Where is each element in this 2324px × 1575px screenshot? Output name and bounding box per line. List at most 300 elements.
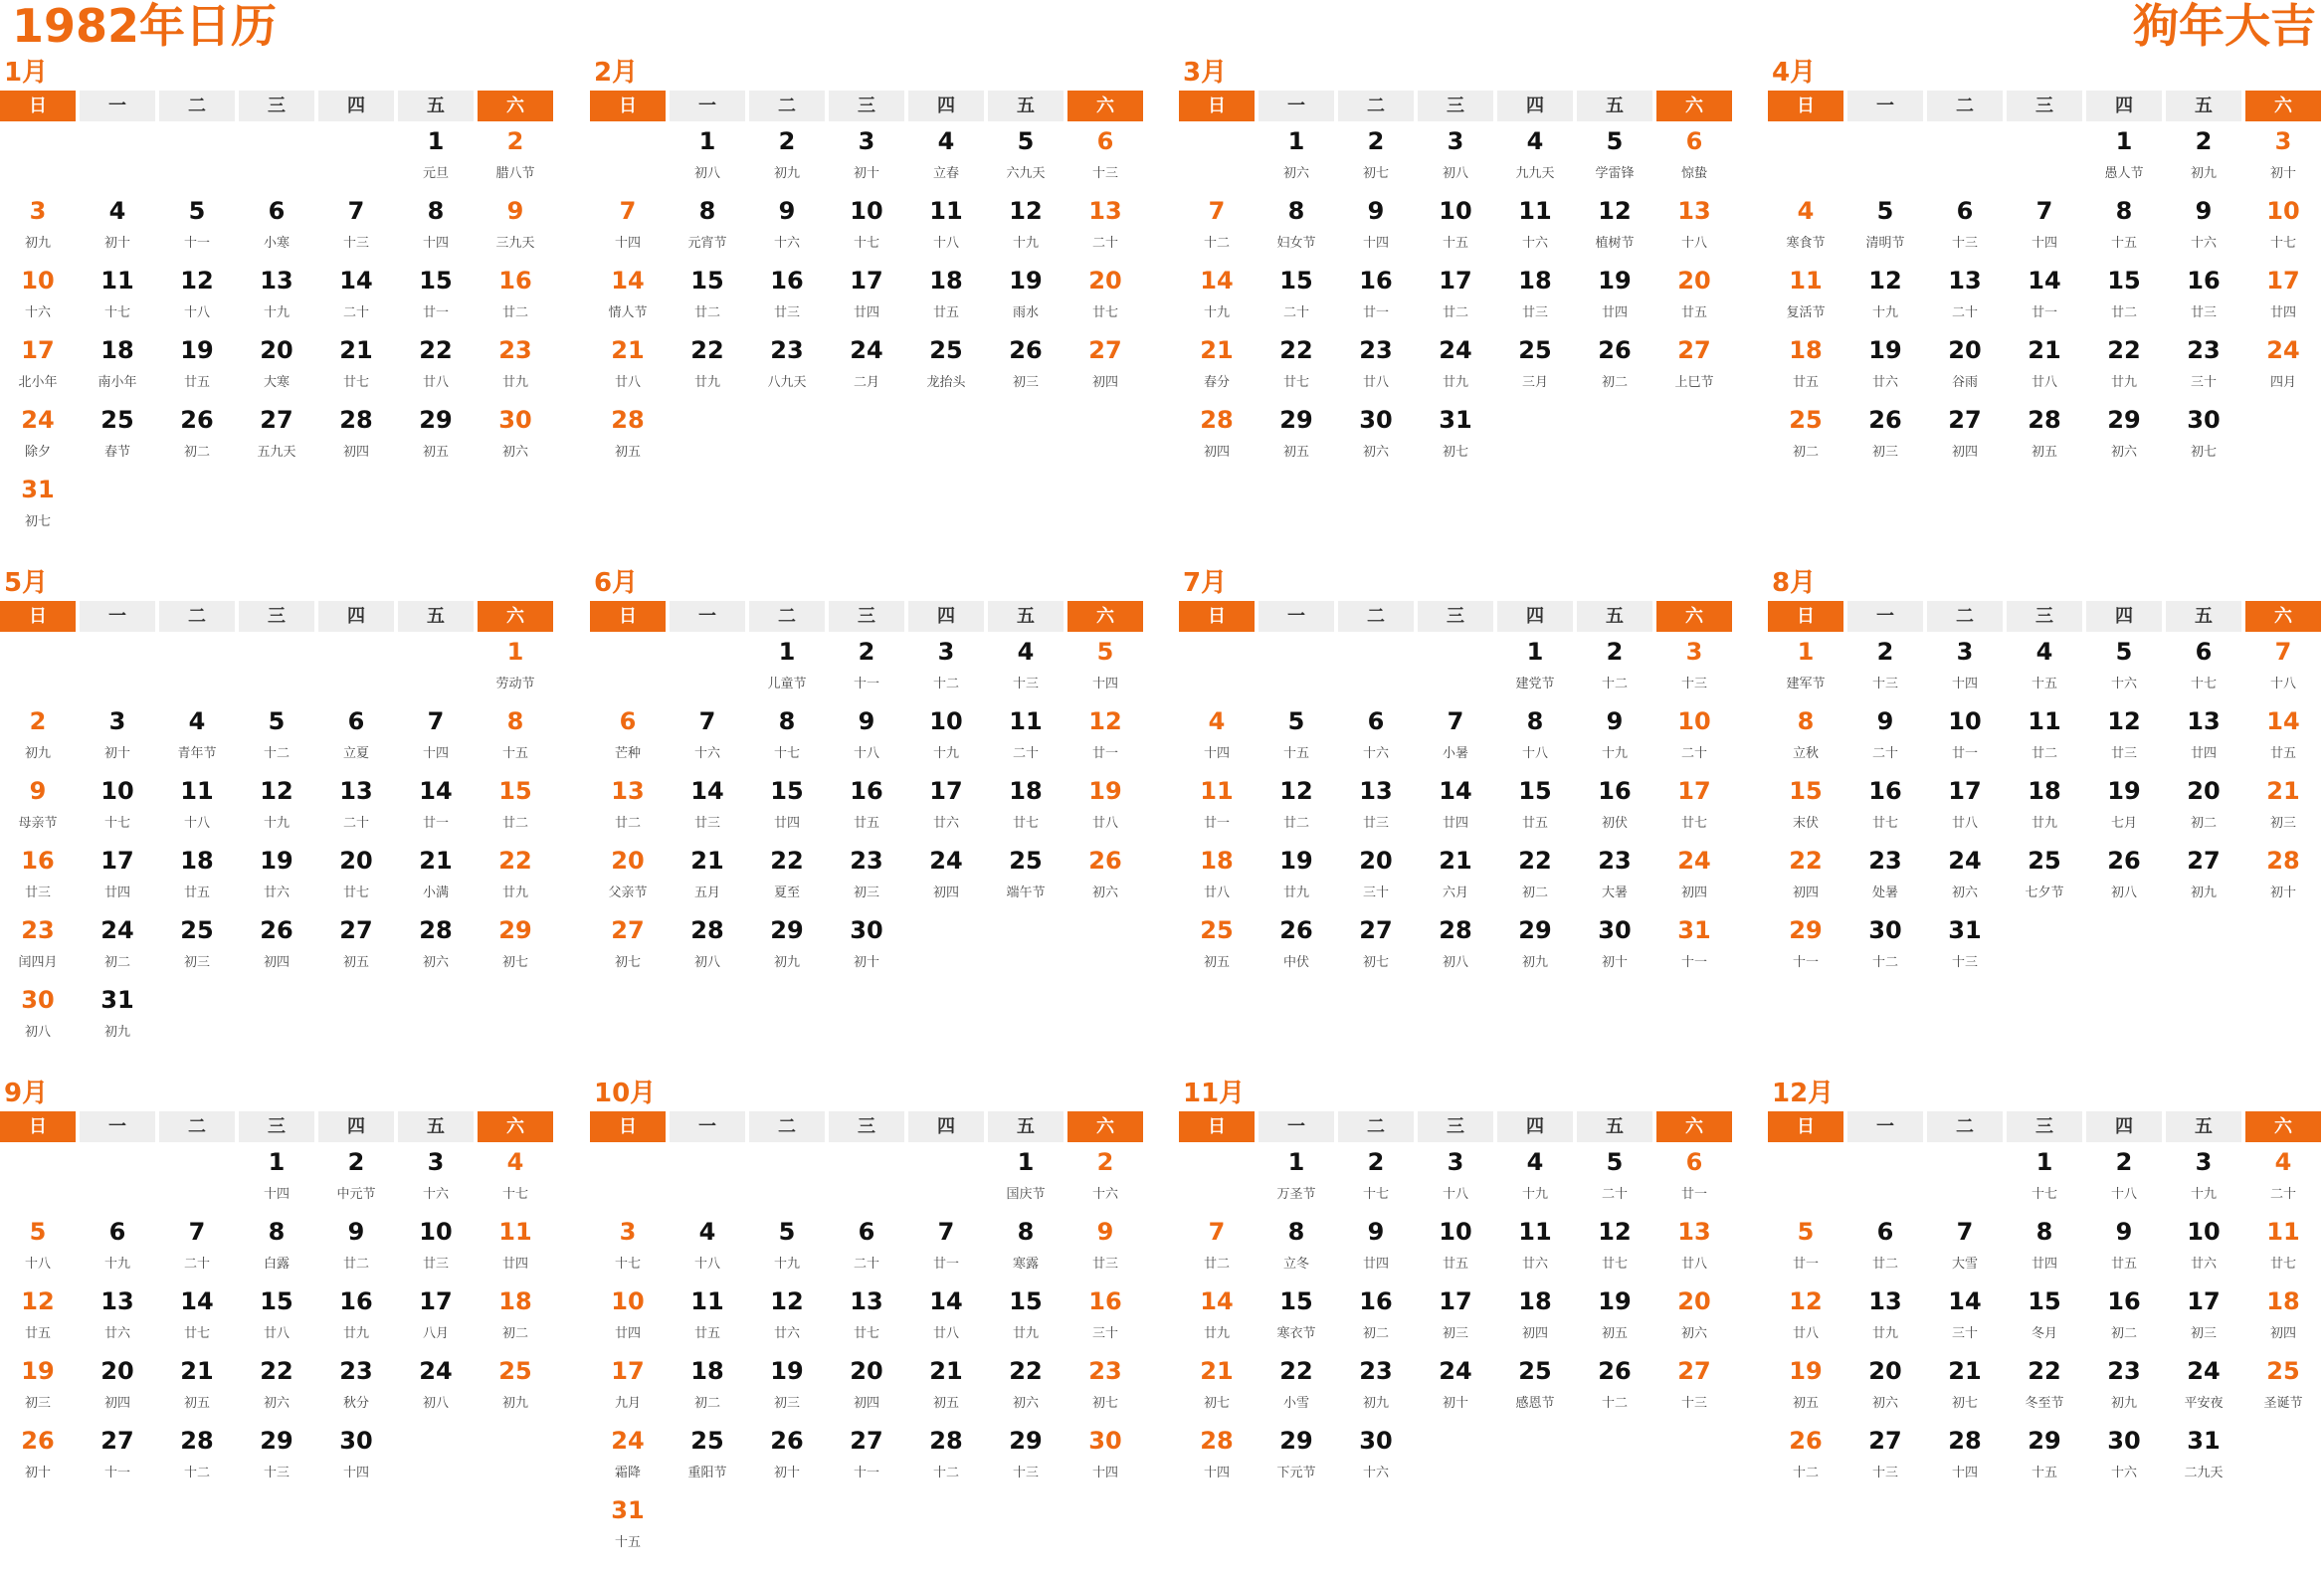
day-cell[interactable] <box>318 846 398 915</box>
day-cell[interactable] <box>1927 335 2007 405</box>
day-cell[interactable] <box>2007 706 2086 776</box>
day-cell[interactable] <box>239 706 318 776</box>
day-cell[interactable] <box>1338 776 1418 846</box>
day-cell[interactable] <box>749 1356 829 1426</box>
day-cell[interactable] <box>2166 266 2245 335</box>
day-cell[interactable] <box>1927 1426 2007 1495</box>
day-cell[interactable] <box>2166 1426 2245 1495</box>
day-cell[interactable] <box>829 1356 908 1426</box>
day-cell[interactable] <box>670 126 749 196</box>
day-cell[interactable] <box>1847 335 1927 405</box>
day-cell[interactable] <box>1656 1147 1736 1217</box>
day-cell[interactable] <box>2086 405 2166 475</box>
day-cell[interactable] <box>1259 1217 1338 1286</box>
day-cell[interactable] <box>0 475 80 544</box>
day-cell[interactable] <box>2245 1147 2324 1217</box>
day-cell[interactable] <box>1927 846 2007 915</box>
day-cell[interactable] <box>398 1356 478 1426</box>
day-cell[interactable] <box>1577 1217 1656 1286</box>
day-cell[interactable] <box>1768 637 1847 706</box>
day-cell[interactable] <box>1927 637 2007 706</box>
day-cell[interactable] <box>908 335 988 405</box>
day-cell[interactable] <box>239 266 318 335</box>
day-cell[interactable] <box>1497 126 1577 196</box>
day-cell[interactable] <box>1497 1286 1577 1356</box>
day-cell[interactable] <box>1338 1286 1418 1356</box>
day-cell[interactable] <box>1656 915 1736 985</box>
day-cell[interactable] <box>1927 405 2007 475</box>
day-cell[interactable] <box>1067 1356 1147 1426</box>
day-cell[interactable] <box>908 706 988 776</box>
day-cell[interactable] <box>1259 846 1338 915</box>
day-cell[interactable] <box>1768 915 1847 985</box>
day-cell[interactable] <box>478 1217 557 1286</box>
day-cell[interactable] <box>829 1426 908 1495</box>
day-cell[interactable] <box>478 637 557 706</box>
day-cell[interactable] <box>2007 1217 2086 1286</box>
day-cell[interactable] <box>318 776 398 846</box>
day-cell[interactable] <box>80 266 159 335</box>
day-cell[interactable] <box>670 266 749 335</box>
day-cell[interactable] <box>398 846 478 915</box>
day-cell[interactable] <box>590 846 670 915</box>
day-cell[interactable] <box>1927 1356 2007 1426</box>
day-cell[interactable] <box>1577 1147 1656 1217</box>
day-cell[interactable] <box>1338 706 1418 776</box>
day-cell[interactable] <box>749 776 829 846</box>
day-cell[interactable] <box>2007 846 2086 915</box>
day-cell[interactable] <box>1067 266 1147 335</box>
day-cell[interactable] <box>398 1147 478 1217</box>
day-cell[interactable] <box>1847 1426 1927 1495</box>
day-cell[interactable] <box>239 1426 318 1495</box>
day-cell[interactable] <box>829 1217 908 1286</box>
day-cell[interactable] <box>590 1356 670 1426</box>
day-cell[interactable] <box>988 1356 1067 1426</box>
day-cell[interactable] <box>1497 335 1577 405</box>
day-cell[interactable] <box>2007 1356 2086 1426</box>
day-cell[interactable] <box>1847 1286 1927 1356</box>
day-cell[interactable] <box>1179 335 1259 405</box>
day-cell[interactable] <box>988 266 1067 335</box>
day-cell[interactable] <box>80 1217 159 1286</box>
day-cell[interactable] <box>988 126 1067 196</box>
day-cell[interactable] <box>2086 846 2166 915</box>
day-cell[interactable] <box>1418 776 1497 846</box>
day-cell[interactable] <box>239 405 318 475</box>
day-cell[interactable] <box>398 1217 478 1286</box>
day-cell[interactable] <box>670 776 749 846</box>
day-cell[interactable] <box>1179 266 1259 335</box>
day-cell[interactable] <box>2245 266 2324 335</box>
day-cell[interactable] <box>1338 915 1418 985</box>
day-cell[interactable] <box>2007 1286 2086 1356</box>
day-cell[interactable] <box>590 405 670 475</box>
day-cell[interactable] <box>1338 1147 1418 1217</box>
day-cell[interactable] <box>80 1286 159 1356</box>
day-cell[interactable] <box>829 266 908 335</box>
day-cell[interactable] <box>670 846 749 915</box>
day-cell[interactable] <box>829 637 908 706</box>
day-cell[interactable] <box>1656 126 1736 196</box>
day-cell[interactable] <box>1067 1147 1147 1217</box>
day-cell[interactable] <box>1847 706 1927 776</box>
day-cell[interactable] <box>1067 637 1147 706</box>
day-cell[interactable] <box>1338 1217 1418 1286</box>
day-cell[interactable] <box>749 1426 829 1495</box>
day-cell[interactable] <box>1067 1426 1147 1495</box>
day-cell[interactable] <box>590 196 670 266</box>
day-cell[interactable] <box>1577 846 1656 915</box>
day-cell[interactable] <box>80 706 159 776</box>
day-cell[interactable] <box>1179 846 1259 915</box>
day-cell[interactable] <box>1497 266 1577 335</box>
day-cell[interactable] <box>1179 1426 1259 1495</box>
day-cell[interactable] <box>239 335 318 405</box>
day-cell[interactable] <box>749 1217 829 1286</box>
day-cell[interactable] <box>159 776 239 846</box>
day-cell[interactable] <box>2166 1356 2245 1426</box>
day-cell[interactable] <box>1418 915 1497 985</box>
day-cell[interactable] <box>2245 1286 2324 1356</box>
day-cell[interactable] <box>1847 1356 1927 1426</box>
day-cell[interactable] <box>2007 1147 2086 1217</box>
day-cell[interactable] <box>1338 1426 1418 1495</box>
day-cell[interactable] <box>0 915 80 985</box>
day-cell[interactable] <box>1259 1147 1338 1217</box>
day-cell[interactable] <box>908 126 988 196</box>
day-cell[interactable] <box>1259 915 1338 985</box>
day-cell[interactable] <box>1768 706 1847 776</box>
day-cell[interactable] <box>2245 776 2324 846</box>
day-cell[interactable] <box>1497 637 1577 706</box>
day-cell[interactable] <box>2086 196 2166 266</box>
day-cell[interactable] <box>2166 405 2245 475</box>
day-cell[interactable] <box>1497 196 1577 266</box>
day-cell[interactable] <box>1497 846 1577 915</box>
day-cell[interactable] <box>398 1286 478 1356</box>
day-cell[interactable] <box>1768 266 1847 335</box>
day-cell[interactable] <box>1577 776 1656 846</box>
day-cell[interactable] <box>908 196 988 266</box>
day-cell[interactable] <box>749 266 829 335</box>
day-cell[interactable] <box>1418 1286 1497 1356</box>
day-cell[interactable] <box>478 266 557 335</box>
day-cell[interactable] <box>988 706 1067 776</box>
day-cell[interactable] <box>1497 706 1577 776</box>
day-cell[interactable] <box>1259 405 1338 475</box>
day-cell[interactable] <box>2166 335 2245 405</box>
day-cell[interactable] <box>318 405 398 475</box>
day-cell[interactable] <box>239 776 318 846</box>
day-cell[interactable] <box>1497 776 1577 846</box>
day-cell[interactable] <box>988 1217 1067 1286</box>
day-cell[interactable] <box>829 706 908 776</box>
day-cell[interactable] <box>590 1495 670 1565</box>
day-cell[interactable] <box>1179 776 1259 846</box>
day-cell[interactable] <box>239 846 318 915</box>
day-cell[interactable] <box>749 196 829 266</box>
day-cell[interactable] <box>1338 196 1418 266</box>
day-cell[interactable] <box>478 706 557 776</box>
day-cell[interactable] <box>1656 846 1736 915</box>
day-cell[interactable] <box>478 126 557 196</box>
day-cell[interactable] <box>1497 1217 1577 1286</box>
day-cell[interactable] <box>1067 1217 1147 1286</box>
day-cell[interactable] <box>908 1286 988 1356</box>
day-cell[interactable] <box>988 1147 1067 1217</box>
day-cell[interactable] <box>159 405 239 475</box>
day-cell[interactable] <box>2166 706 2245 776</box>
day-cell[interactable] <box>0 405 80 475</box>
day-cell[interactable] <box>239 196 318 266</box>
day-cell[interactable] <box>1067 196 1147 266</box>
day-cell[interactable] <box>318 1356 398 1426</box>
day-cell[interactable] <box>0 1356 80 1426</box>
day-cell[interactable] <box>1179 706 1259 776</box>
day-cell[interactable] <box>1768 1286 1847 1356</box>
day-cell[interactable] <box>1418 1147 1497 1217</box>
day-cell[interactable] <box>1259 335 1338 405</box>
day-cell[interactable] <box>0 1286 80 1356</box>
day-cell[interactable] <box>988 1286 1067 1356</box>
day-cell[interactable] <box>2245 706 2324 776</box>
day-cell[interactable] <box>988 846 1067 915</box>
day-cell[interactable] <box>1768 1356 1847 1426</box>
day-cell[interactable] <box>829 196 908 266</box>
day-cell[interactable] <box>908 637 988 706</box>
day-cell[interactable] <box>0 846 80 915</box>
day-cell[interactable] <box>590 776 670 846</box>
day-cell[interactable] <box>2086 706 2166 776</box>
day-cell[interactable] <box>1577 915 1656 985</box>
day-cell[interactable] <box>1418 1217 1497 1286</box>
day-cell[interactable] <box>590 1426 670 1495</box>
day-cell[interactable] <box>1577 1356 1656 1426</box>
day-cell[interactable] <box>829 1286 908 1356</box>
day-cell[interactable] <box>2007 405 2086 475</box>
day-cell[interactable] <box>1656 335 1736 405</box>
day-cell[interactable] <box>159 915 239 985</box>
day-cell[interactable] <box>988 196 1067 266</box>
day-cell[interactable] <box>398 266 478 335</box>
day-cell[interactable] <box>1179 1286 1259 1356</box>
day-cell[interactable] <box>749 846 829 915</box>
day-cell[interactable] <box>908 266 988 335</box>
day-cell[interactable] <box>478 1286 557 1356</box>
day-cell[interactable] <box>478 846 557 915</box>
day-cell[interactable] <box>80 405 159 475</box>
day-cell[interactable] <box>159 706 239 776</box>
day-cell[interactable] <box>478 1356 557 1426</box>
day-cell[interactable] <box>2166 1286 2245 1356</box>
day-cell[interactable] <box>0 1217 80 1286</box>
day-cell[interactable] <box>670 196 749 266</box>
day-cell[interactable] <box>1768 196 1847 266</box>
day-cell[interactable] <box>80 1356 159 1426</box>
day-cell[interactable] <box>1338 126 1418 196</box>
day-cell[interactable] <box>2245 637 2324 706</box>
day-cell[interactable] <box>1927 1217 2007 1286</box>
day-cell[interactable] <box>398 405 478 475</box>
day-cell[interactable] <box>590 915 670 985</box>
day-cell[interactable] <box>1497 1147 1577 1217</box>
day-cell[interactable] <box>0 776 80 846</box>
day-cell[interactable] <box>478 776 557 846</box>
day-cell[interactable] <box>1768 776 1847 846</box>
day-cell[interactable] <box>159 335 239 405</box>
day-cell[interactable] <box>829 915 908 985</box>
day-cell[interactable] <box>829 846 908 915</box>
day-cell[interactable] <box>988 1426 1067 1495</box>
day-cell[interactable] <box>2007 776 2086 846</box>
day-cell[interactable] <box>478 196 557 266</box>
day-cell[interactable] <box>1067 846 1147 915</box>
day-cell[interactable] <box>1656 266 1736 335</box>
day-cell[interactable] <box>1577 706 1656 776</box>
day-cell[interactable] <box>749 335 829 405</box>
day-cell[interactable] <box>0 335 80 405</box>
day-cell[interactable] <box>988 776 1067 846</box>
day-cell[interactable] <box>1577 266 1656 335</box>
day-cell[interactable] <box>1768 1217 1847 1286</box>
day-cell[interactable] <box>908 1217 988 1286</box>
day-cell[interactable] <box>590 1217 670 1286</box>
day-cell[interactable] <box>1179 915 1259 985</box>
day-cell[interactable] <box>2086 126 2166 196</box>
day-cell[interactable] <box>159 846 239 915</box>
day-cell[interactable] <box>0 1426 80 1495</box>
day-cell[interactable] <box>1847 776 1927 846</box>
day-cell[interactable] <box>318 915 398 985</box>
day-cell[interactable] <box>2086 335 2166 405</box>
day-cell[interactable] <box>239 1286 318 1356</box>
day-cell[interactable] <box>1067 126 1147 196</box>
day-cell[interactable] <box>0 985 80 1055</box>
day-cell[interactable] <box>1768 846 1847 915</box>
day-cell[interactable] <box>1847 846 1927 915</box>
day-cell[interactable] <box>2086 776 2166 846</box>
day-cell[interactable] <box>478 915 557 985</box>
day-cell[interactable] <box>1179 196 1259 266</box>
day-cell[interactable] <box>670 1286 749 1356</box>
day-cell[interactable] <box>1927 1286 2007 1356</box>
day-cell[interactable] <box>159 1286 239 1356</box>
day-cell[interactable] <box>1847 266 1927 335</box>
day-cell[interactable] <box>318 706 398 776</box>
day-cell[interactable] <box>908 776 988 846</box>
day-cell[interactable] <box>2245 126 2324 196</box>
day-cell[interactable] <box>1179 405 1259 475</box>
day-cell[interactable] <box>590 335 670 405</box>
day-cell[interactable] <box>1577 335 1656 405</box>
day-cell[interactable] <box>1418 266 1497 335</box>
day-cell[interactable] <box>1656 1286 1736 1356</box>
day-cell[interactable] <box>590 706 670 776</box>
day-cell[interactable] <box>318 196 398 266</box>
day-cell[interactable] <box>1497 1356 1577 1426</box>
day-cell[interactable] <box>159 1356 239 1426</box>
day-cell[interactable] <box>1259 1356 1338 1426</box>
day-cell[interactable] <box>2007 335 2086 405</box>
day-cell[interactable] <box>2086 1426 2166 1495</box>
day-cell[interactable] <box>2245 1356 2324 1426</box>
day-cell[interactable] <box>749 126 829 196</box>
day-cell[interactable] <box>2245 196 2324 266</box>
day-cell[interactable] <box>749 915 829 985</box>
day-cell[interactable] <box>1259 706 1338 776</box>
day-cell[interactable] <box>1067 706 1147 776</box>
day-cell[interactable] <box>1847 196 1927 266</box>
day-cell[interactable] <box>159 266 239 335</box>
day-cell[interactable] <box>829 126 908 196</box>
day-cell[interactable] <box>2245 846 2324 915</box>
day-cell[interactable] <box>2166 1147 2245 1217</box>
day-cell[interactable] <box>2086 1286 2166 1356</box>
day-cell[interactable] <box>1656 1217 1736 1286</box>
day-cell[interactable] <box>1847 637 1927 706</box>
day-cell[interactable] <box>318 335 398 405</box>
day-cell[interactable] <box>670 335 749 405</box>
day-cell[interactable] <box>1259 126 1338 196</box>
day-cell[interactable] <box>318 266 398 335</box>
day-cell[interactable] <box>80 196 159 266</box>
day-cell[interactable] <box>398 776 478 846</box>
day-cell[interactable] <box>988 637 1067 706</box>
day-cell[interactable] <box>2086 1356 2166 1426</box>
day-cell[interactable] <box>239 1147 318 1217</box>
day-cell[interactable] <box>1338 846 1418 915</box>
day-cell[interactable] <box>159 196 239 266</box>
day-cell[interactable] <box>1259 196 1338 266</box>
day-cell[interactable] <box>1577 196 1656 266</box>
day-cell[interactable] <box>80 776 159 846</box>
day-cell[interactable] <box>0 706 80 776</box>
day-cell[interactable] <box>1768 405 1847 475</box>
day-cell[interactable] <box>1338 405 1418 475</box>
day-cell[interactable] <box>2007 266 2086 335</box>
day-cell[interactable] <box>1418 126 1497 196</box>
day-cell[interactable] <box>2007 196 2086 266</box>
day-cell[interactable] <box>398 335 478 405</box>
day-cell[interactable] <box>670 1217 749 1286</box>
day-cell[interactable] <box>478 405 557 475</box>
day-cell[interactable] <box>2166 846 2245 915</box>
day-cell[interactable] <box>1418 1356 1497 1426</box>
day-cell[interactable] <box>318 1286 398 1356</box>
day-cell[interactable] <box>1656 1356 1736 1426</box>
day-cell[interactable] <box>2166 1217 2245 1286</box>
day-cell[interactable] <box>2007 637 2086 706</box>
day-cell[interactable] <box>908 1356 988 1426</box>
day-cell[interactable] <box>1577 1286 1656 1356</box>
day-cell[interactable] <box>749 1286 829 1356</box>
day-cell[interactable] <box>1577 126 1656 196</box>
day-cell[interactable] <box>670 1356 749 1426</box>
day-cell[interactable] <box>2086 1147 2166 1217</box>
day-cell[interactable] <box>988 335 1067 405</box>
day-cell[interactable] <box>318 1217 398 1286</box>
day-cell[interactable] <box>1338 1356 1418 1426</box>
day-cell[interactable] <box>1656 706 1736 776</box>
day-cell[interactable] <box>1768 1426 1847 1495</box>
day-cell[interactable] <box>0 196 80 266</box>
day-cell[interactable] <box>1418 846 1497 915</box>
day-cell[interactable] <box>1927 706 2007 776</box>
day-cell[interactable] <box>318 1426 398 1495</box>
day-cell[interactable] <box>1927 915 2007 985</box>
day-cell[interactable] <box>1927 776 2007 846</box>
